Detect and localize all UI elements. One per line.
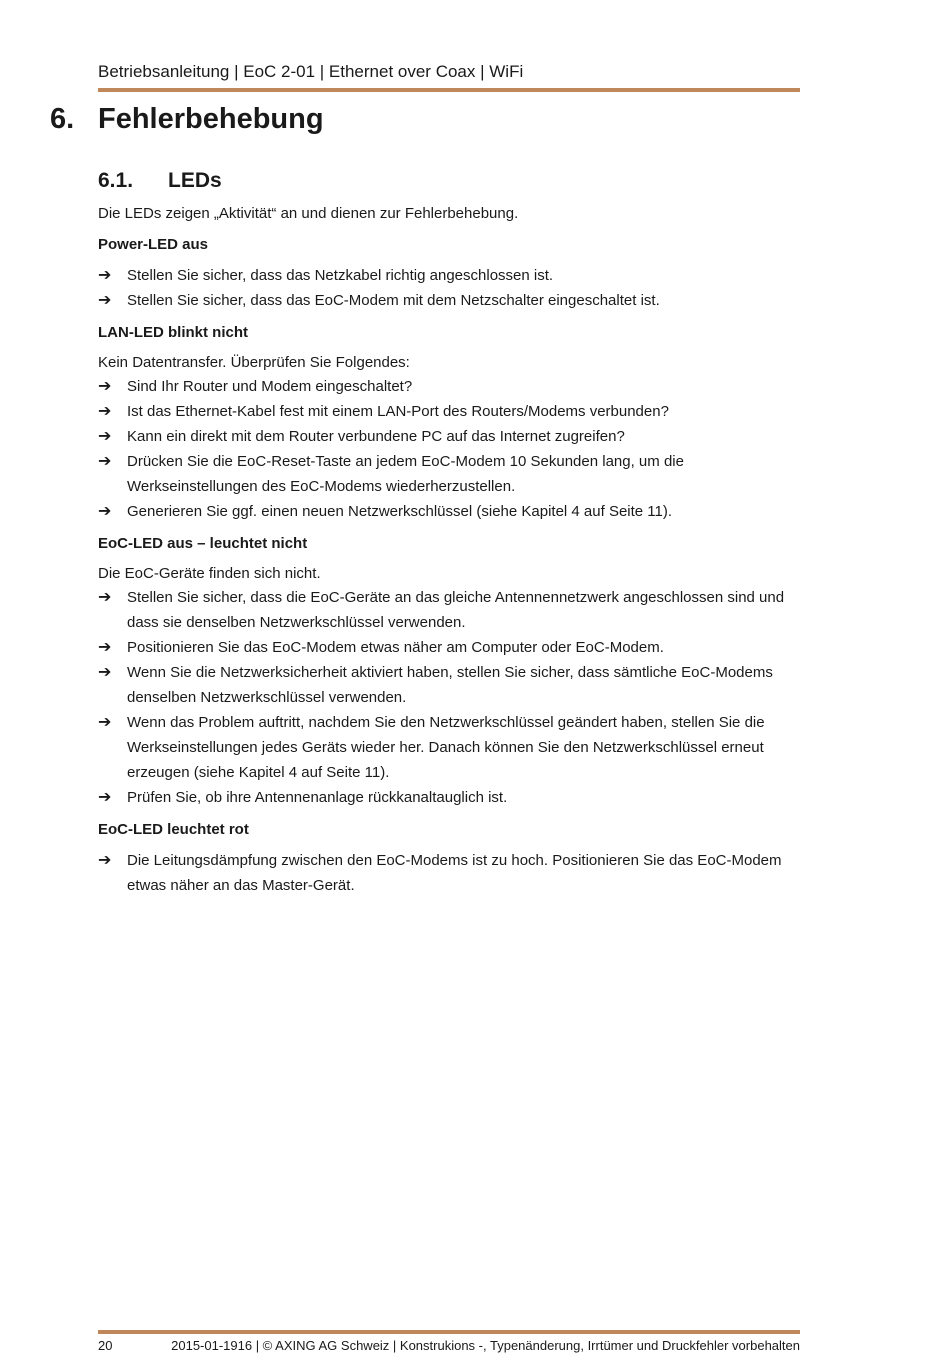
arrow-right-icon: ➔ xyxy=(98,639,112,656)
arrow-right-icon: ➔ xyxy=(98,453,112,470)
list-item: ➔ Stellen Sie sicher, dass die EoC-Geräte an das gleiche Antennennetzwerk angeschlossen sind und dass sie denselben Netzwerkschlüssel verwenden. xyxy=(98,585,800,635)
subheading-lan-led: LAN-LED blinkt nicht xyxy=(98,324,248,341)
list-item: ➔ Wenn Sie die Netzwerksicherheit aktiviert haben, stellen Sie sicher, dass sämtliche EoC-Modems denselben Netzwerkschlüssel verwenden. xyxy=(98,660,800,710)
list-item: ➔ Generieren Sie ggf. einen neuen Netzwerkschlüssel (siehe Kapitel 4 auf Seite 11). xyxy=(98,499,800,524)
footer-line xyxy=(98,1336,800,1356)
header-rule xyxy=(98,88,800,92)
page-footer xyxy=(98,1330,800,1356)
arrow-right-icon: ➔ xyxy=(98,589,112,606)
section-heading xyxy=(98,166,800,196)
list-item: ➔ Drücken Sie die EoC-Reset-Taste an jedem EoC-Modem 10 Sekunden lang, um die Werkseinstellungen des EoC-Modems wiederherzustellen. xyxy=(98,449,800,499)
footer-note: 2015-01-1916 | © AXING AG Schweiz | Konstrukions -, Typenänderung, Irrtümer und Druckfehler vorbehalten xyxy=(171,1338,800,1353)
list-item: ➔ Wenn das Problem auftritt, nachdem Sie den Netzwerkschlüssel geändert haben, stellen Sie die Werkseinstellungen jedes Geräts wieder her. Danach können Sie den Netzwerkschlüssel erneut erzeugen (siehe Kapitel 4 auf Seite 11). xyxy=(98,710,800,785)
arrow-right-icon: ➔ xyxy=(98,267,112,284)
arrow-right-icon: ➔ xyxy=(98,503,112,520)
main-content xyxy=(98,166,800,898)
subheading-power-led: Power-LED aus xyxy=(98,236,209,253)
arrow-right-icon: ➔ xyxy=(98,292,112,309)
footer-rule xyxy=(98,1330,800,1334)
header-title: Betriebsanleitung | EoC 2-01 | Ethernet over Coax | WiFi xyxy=(98,62,524,81)
arrow-right-icon: ➔ xyxy=(98,714,112,731)
section-number: 6.1. xyxy=(98,169,134,192)
subheading-eoc-led-red: EoC-LED leuchtet rot xyxy=(98,821,249,838)
page-number: 20 xyxy=(98,1338,113,1353)
arrow-right-icon: ➔ xyxy=(98,378,112,395)
eoc-led-off-intro: Die EoC-Geräte finden sich nicht. xyxy=(98,565,321,582)
arrow-right-icon: ➔ xyxy=(98,789,112,806)
arrow-right-icon: ➔ xyxy=(98,852,112,869)
list-item: ➔ Positionieren Sie das EoC-Modem etwas näher am Computer oder EoC-Modem. xyxy=(98,635,800,660)
list-item: ➔ Stellen Sie sicher, dass das EoC-Modem mit dem Netzschalter eingeschaltet ist. xyxy=(98,288,800,313)
list-item: ➔ Prüfen Sie, ob ihre Antennenanlage rückkanaltauglich ist. xyxy=(98,785,800,810)
chapter-title: Fehlerbehebung xyxy=(98,103,324,135)
list-item: ➔ Ist das Ethernet-Kabel fest mit einem LAN-Port des Routers/Modems verbunden? xyxy=(98,399,800,424)
list-item: ➔ Kann ein direkt mit dem Router verbundene PC auf das Internet zugreifen? xyxy=(98,424,800,449)
arrow-right-icon: ➔ xyxy=(98,664,112,681)
subheading-eoc-led-off: EoC-LED aus – leuchtet nicht xyxy=(98,535,308,552)
lan-led-intro: Kein Datentransfer. Überprüfen Sie Folgendes: xyxy=(98,354,410,371)
list-item: ➔ Sind Ihr Router und Modem eingeschaltet? xyxy=(98,374,800,399)
list-item: ➔ Die Leitungsdämpfung zwischen den EoC-Modems ist zu hoch. Positionieren Sie das EoC-Modem etwas näher an das Master-Gerät. xyxy=(98,848,800,898)
chapter-heading xyxy=(50,100,324,138)
arrow-right-icon: ➔ xyxy=(98,403,112,420)
chapter-number: 6. xyxy=(50,103,75,135)
list-eoc-led-off xyxy=(98,585,800,810)
list-lan-led xyxy=(98,374,800,524)
page-header xyxy=(98,60,800,92)
list-eoc-led-red xyxy=(98,848,800,898)
list-power-led xyxy=(98,263,800,313)
section-intro: Die LEDs zeigen „Aktivität“ an und dienen zur Fehlerbehebung. xyxy=(98,205,519,222)
section-title: LEDs xyxy=(168,169,222,192)
list-item: ➔ Stellen Sie sicher, dass das Netzkabel richtig angeschlossen ist. xyxy=(98,263,800,288)
arrow-right-icon: ➔ xyxy=(98,428,112,445)
